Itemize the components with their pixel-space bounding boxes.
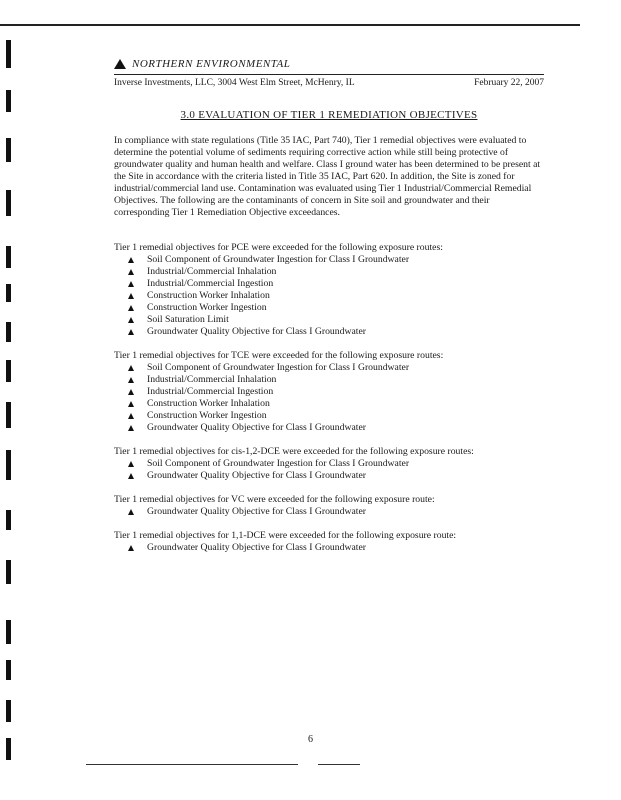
section-cis-dce <box>114 446 544 482</box>
list-item <box>128 422 544 434</box>
list-item-text: Construction Worker Inhalation <box>147 290 270 301</box>
list-item-text: Groundwater Quality Objective for Class I Groundwater <box>147 542 366 553</box>
section-intro: Tier 1 remedial objectives for VC were exceeded for the following exposure route: <box>114 494 435 505</box>
list-item-text: Industrial/Commercial Inhalation <box>147 266 277 277</box>
exposure-route-list <box>114 362 544 434</box>
header-rule <box>114 74 544 75</box>
triangle-bullet-icon <box>128 293 134 299</box>
triangle-bullet-icon <box>128 545 134 551</box>
triangle-bullet-icon <box>128 377 134 383</box>
list-item <box>128 506 544 518</box>
report-date: February 22, 2007 <box>474 78 544 88</box>
list-item-text: Industrial/Commercial Ingestion <box>147 386 274 397</box>
triangle-bullet-icon <box>128 281 134 287</box>
list-item-text: Industrial/Commercial Ingestion <box>147 278 274 289</box>
header-info-line <box>114 78 544 88</box>
triangle-bullet-icon <box>128 305 134 311</box>
exposure-route-list <box>114 542 544 554</box>
triangle-bullet-icon <box>128 317 134 323</box>
exposure-route-list <box>114 254 544 338</box>
scan-binding-marks <box>6 40 16 760</box>
list-item-text: Industrial/Commercial Inhalation <box>147 374 277 385</box>
triangle-bullet-icon <box>128 413 134 419</box>
client-line: Inverse Investments, LLC, 3004 West Elm Street, McHenry, IL <box>114 78 355 88</box>
list-item-text: Groundwater Quality Objective for Class I Groundwater <box>147 326 366 337</box>
triangle-bullet-icon <box>128 269 134 275</box>
company-name: NORTHERN ENVIRONMENTAL <box>132 58 291 70</box>
list-item-text: Groundwater Quality Objective for Class I Groundwater <box>147 506 366 517</box>
section-intro: Tier 1 remedial objectives for PCE were exceeded for the following exposure routes: <box>114 242 443 253</box>
list-item <box>128 410 544 422</box>
list-item <box>128 362 544 374</box>
list-item <box>128 386 544 398</box>
list-item <box>128 266 544 278</box>
list-item-text: Soil Component of Groundwater Ingestion for Class I Groundwater <box>147 458 410 469</box>
section-tce <box>114 350 544 434</box>
triangle-bullet-icon <box>128 257 134 263</box>
page-number: 6 <box>308 734 313 745</box>
list-item-text: Groundwater Quality Objective for Class I Groundwater <box>147 470 366 481</box>
exposure-route-list <box>114 506 544 518</box>
triangle-bullet-icon <box>128 401 134 407</box>
list-item <box>128 254 544 266</box>
list-item-text: Groundwater Quality Objective for Class I Groundwater <box>147 422 366 433</box>
triangle-logo-icon <box>114 59 126 69</box>
triangle-bullet-icon <box>128 425 134 431</box>
footer-rule <box>318 764 360 765</box>
exposure-route-list <box>114 458 544 482</box>
section-intro: Tier 1 remedial objectives for TCE were exceeded for the following exposure routes: <box>114 350 444 361</box>
list-item-text: Soil Saturation Limit <box>147 314 229 325</box>
list-item-text: Soil Component of Groundwater Ingestion for Class I Groundwater <box>147 362 410 373</box>
list-item <box>128 470 544 482</box>
scan-border-top <box>0 24 580 26</box>
section-11-dce <box>114 530 544 554</box>
section-intro: Tier 1 remedial objectives for cis-1,2-DCE were exceeded for the following exposure routes: <box>114 446 474 457</box>
triangle-bullet-icon <box>128 509 134 515</box>
section-vc <box>114 494 544 518</box>
company-brand <box>114 58 544 70</box>
document-header <box>114 58 544 88</box>
list-item-text: Construction Worker Inhalation <box>147 398 270 409</box>
section-title: 3.0 EVALUATION OF TIER 1 REMEDIATION OBJECTIVES <box>180 109 478 121</box>
list-item <box>128 542 544 554</box>
triangle-bullet-icon <box>128 473 134 479</box>
triangle-bullet-icon <box>128 461 134 467</box>
list-item <box>128 326 544 338</box>
section-intro: Tier 1 remedial objectives for 1,1-DCE were exceeded for the following exposure route: <box>114 530 457 541</box>
list-item <box>128 458 544 470</box>
list-item-text: Construction Worker Ingestion <box>147 410 267 421</box>
list-item <box>128 278 544 290</box>
list-item-text: Construction Worker Ingestion <box>147 302 267 313</box>
list-item <box>128 314 544 326</box>
list-item <box>128 302 544 314</box>
triangle-bullet-icon <box>128 365 134 371</box>
list-item <box>128 398 544 410</box>
list-item <box>128 374 544 386</box>
section-pce <box>114 242 544 338</box>
triangle-bullet-icon <box>128 329 134 335</box>
list-item-text: Soil Component of Groundwater Ingestion for Class I Groundwater <box>147 254 410 265</box>
triangle-bullet-icon <box>128 389 134 395</box>
intro-paragraph: In compliance with state regulations (Title 35 IAC, Part 740), Tier 1 remedial objectives were evaluated to determine the potential volume of sediments requiring corrective action while still being protective of groundwater quality and human health and welfare. Class I ground water has been determined to be present at the Site in accordance with the criteria listed in Title 35 IAC, Part 620. In addition, the Site is zoned for industrial/commercial land use. Contamination was evaluated using Tier 1 Industrial/Commercial Remedial Objectives. The following are the contaminants of concern in Site soil and groundwater and their corresponding Tier 1 Remediation Objective exceedances. <box>114 135 541 218</box>
list-item <box>128 290 544 302</box>
footer-rule <box>86 764 298 765</box>
